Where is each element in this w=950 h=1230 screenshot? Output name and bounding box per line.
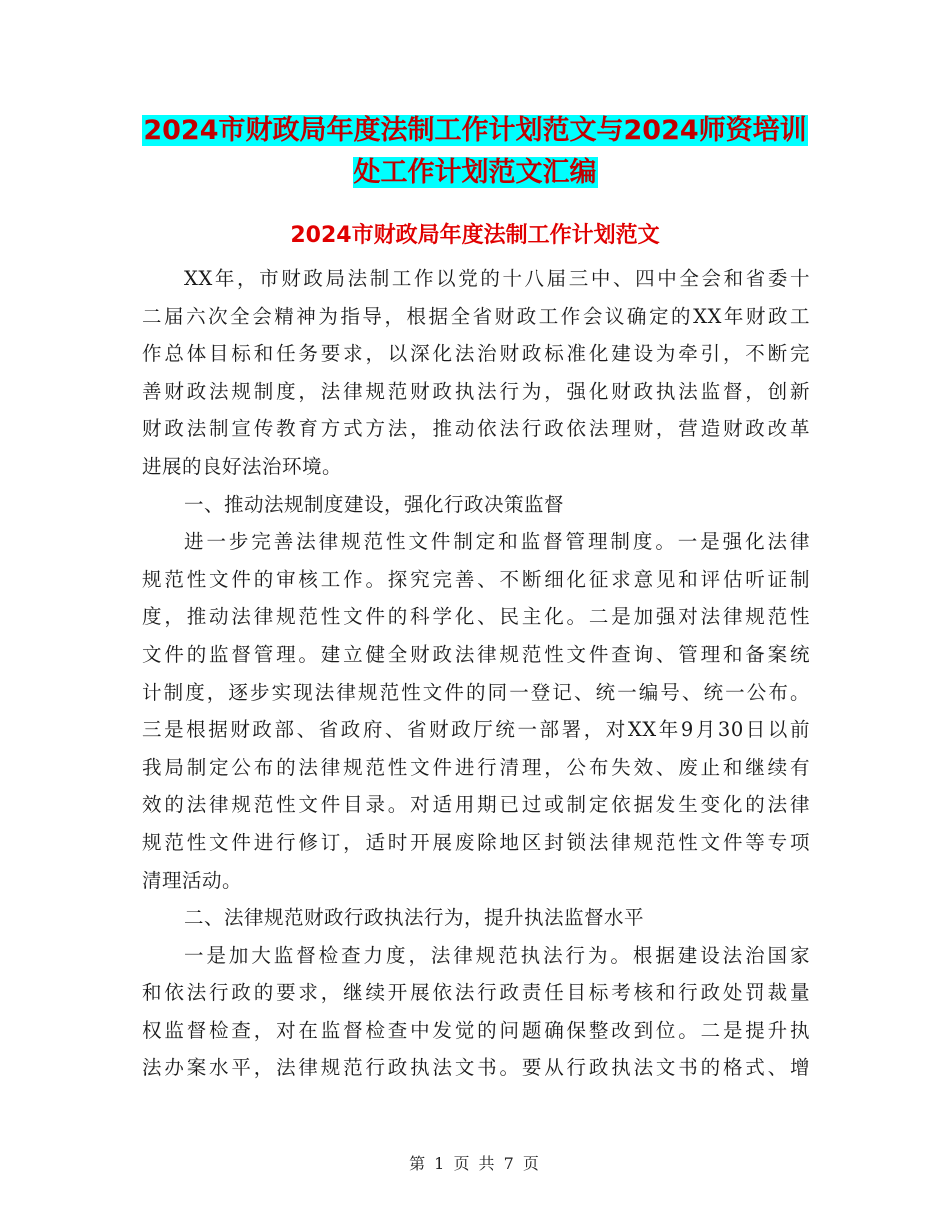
text-line: 计制度，逐步实现法律规范性文件的同一登记、统一编号、统一公布。 <box>142 680 810 704</box>
text-line: XX年，市财政局法制工作以党的十八届三中、四中全会和省委十 <box>184 267 810 290</box>
text-line: 我局制定公布的法律规范性文件进行清理，公布失效、废止和继续有 <box>142 755 810 779</box>
text-line: 法办案水平，法律规范行政执法文书。要从行政执法文书的格式、增 <box>142 1056 810 1080</box>
heading-line: 一、推动法规制度建设，强化行政决策监督 <box>184 492 565 516</box>
page-footer: 第 1 页 共 7 页 <box>409 1154 541 1173</box>
text-line: 和依法行政的要求，继续开展依法行政责任目标考核和行政处罚裁量 <box>142 981 810 1005</box>
text-line: 效的法律规范性文件目录。对适用期已过或制定依据发生变化的法律 <box>142 793 810 817</box>
text-line: 规范性文件进行修订，适时开展废除地区封锁法律规范性文件等专项 <box>142 830 810 854</box>
text-line: 权监督检查，对在监督检查中发觉的问题确保整改到位。二是提升执 <box>142 1018 810 1042</box>
text-line: 度，推动法律规范性文件的科学化、民主化。二是加强对法律规范性 <box>142 605 810 629</box>
text-line: 二届六次全会精神为指导，根据全省财政工作会议确定的XX年财政工 <box>142 304 810 328</box>
document-title-line-2: 处工作计划范文汇编 <box>353 157 597 188</box>
text-line: 文件的监督管理。建立健全财政法律规范性文件查询、管理和备案统 <box>142 642 810 666</box>
document-title-line-1: 2024市财政局年度法制工作计划范文与2024师资培训 <box>143 115 807 146</box>
heading-line: 二、法律规范财政行政执法行为，提升执法监督水平 <box>184 906 645 930</box>
section-title: 2024市财政局年度法制工作计划范文 <box>290 223 660 248</box>
text-line: 进一步完善法律规范性文件制定和监督管理制度。一是强化法律 <box>184 530 810 554</box>
text-line: 清理活动。 <box>142 868 243 892</box>
text-line: 作总体目标和任务要求，以深化法治财政标准化建设为牵引，不断完 <box>142 342 810 366</box>
text-line: 财政法制宣传教育方式方法，推动依法行政依法理财，营造财政改革 <box>142 417 810 441</box>
text-line: 一是加大监督检查力度，法律规范执法行为。根据建设法治国家 <box>184 943 810 967</box>
text-line: 进展的良好法治环境。 <box>142 454 343 478</box>
body-text <box>142 260 810 1087</box>
text-line: 善财政法规制度，法律规范财政执法行为，强化财政执法监督，创新 <box>142 379 810 403</box>
text-line: 三是根据财政部、省政府、省财政厅统一部署，对XX年9月30日以前 <box>142 718 810 742</box>
text-line: 规范性文件的审核工作。探究完善、不断细化征求意见和评估听证制 <box>142 567 810 591</box>
